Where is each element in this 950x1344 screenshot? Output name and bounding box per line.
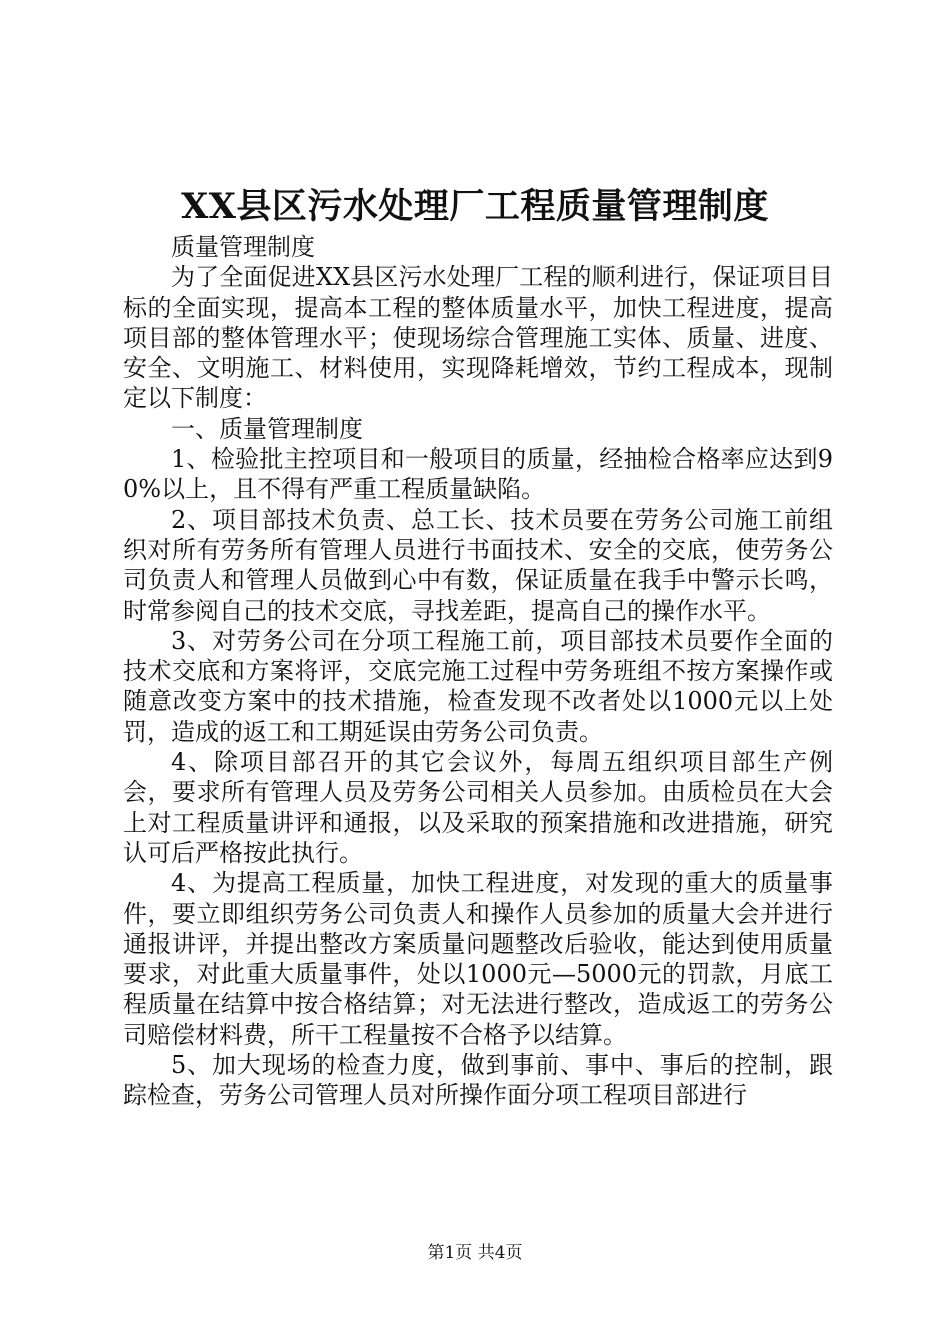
paragraph-item-1: 1、检验批主控项目和一般项目的质量，经抽检合格率应达到90%以上，且不得有严重工程质量缺陷。 [123, 445, 833, 504]
paragraph-heading-quality-system: 质量管理制度 [171, 233, 315, 261]
document-title: XX县区污水处理厂工程质量管理制度 [181, 186, 769, 227]
paragraph-item-5: 5、加大现场的检查力度，做到事前、事中、事后的控制，跟踪检查，劳务公司管理人员对所操作面分项工程项目部进行 [123, 1051, 833, 1110]
document-body [123, 232, 833, 1111]
paragraph-item-4a: 4、除项目部召开的其它会议外，每周五组织项目部生产例会，要求所有管理人员及劳务公司相关人员参加。由质检员在大会上对工程质量讲评和通报，以及采取的预案措施和改进措施，研究认可后严格按此执行。 [123, 748, 833, 867]
paragraph-intro: 为了全面促进XX县区污水处理厂工程的顺利进行，保证项目目标的全面实现，提高本工程的整体质量水平，加快工程进度，提高项目部的整体管理水平；使现场综合管理施工实体、质量、进度、安全、文明施工、材料使用，实现降耗增效，节约工程成本，现制定以下制度： [123, 263, 833, 413]
paragraph-section-heading: 一、质量管理制度 [171, 414, 363, 443]
paragraph-item-2: 2、项目部技术负责、总工长、技术员要在劳务公司施工前组织对所有劳务所有管理人员进行书面技术、安全的交底，使劳务公司负责人和管理人员做到心中有数，保证质量在我手中警示长鸣，时常参阅自己的技术交底，寻找差距，提高自己的操作水平。 [123, 505, 833, 625]
paragraph-item-4b: 4、为提高工程质量，加快工程进度，对发现的重大的质量事件，要立即组织劳务公司负责人和操作人员参加的质量大会并进行通报讲评，并提出整改方案质量问题整改后验收，能达到使用质量要求，对此重大质量事件，处以1000元—5000元的罚款，月底工程质量在结算中按合格结算；对无法进行整改，造成返工的劳务公司赔偿材料费，所干工程量按不合格予以结算。 [123, 869, 833, 1049]
paragraph-item-3: 3、对劳务公司在分项工程施工前，项目部技术员要作全面的技术交底和方案将评，交底完施工过程中劳务班组不按方案操作或随意改变方案中的技术措施，检查发现不改者处以1000元以上处罚，造成的返工和工期延误由劳务公司负责。 [123, 626, 833, 746]
page-number-footer: 第1页 共4页 [427, 1243, 523, 1263]
